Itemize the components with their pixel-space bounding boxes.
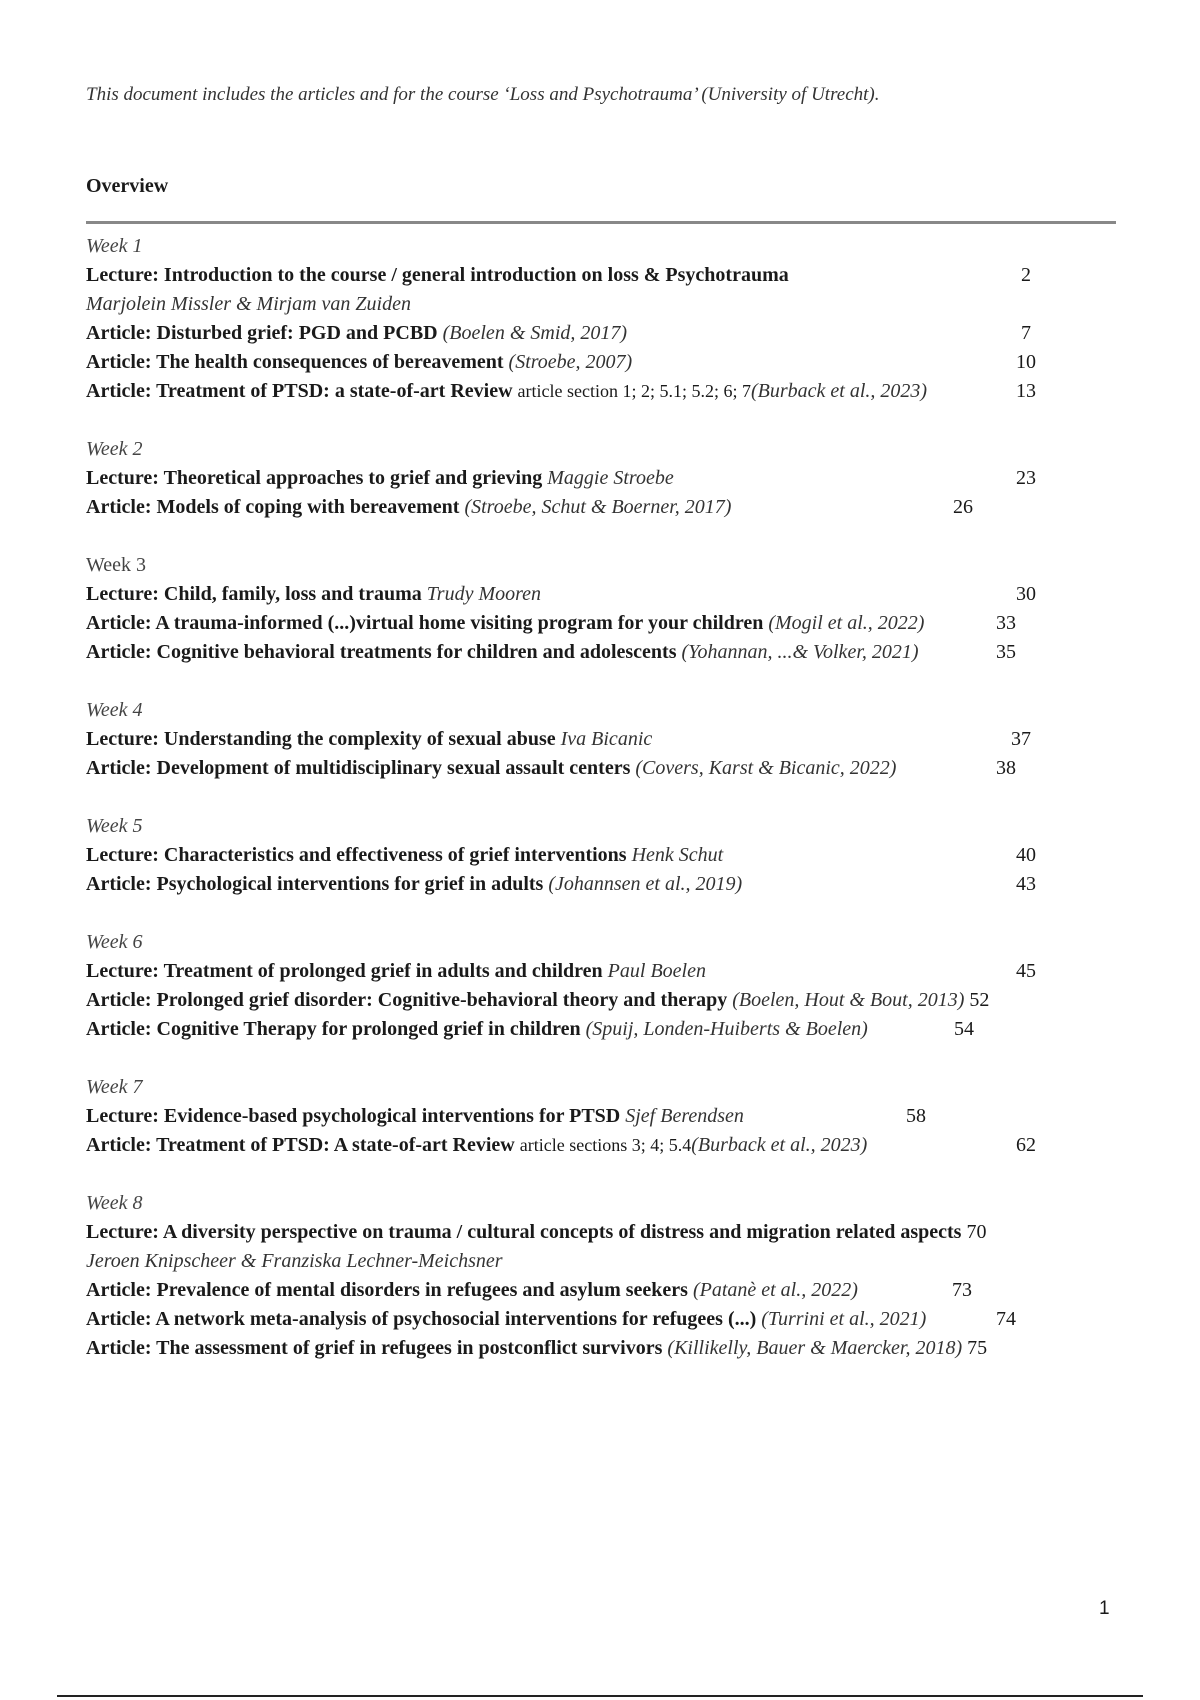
citation: (Spuij, Londen-Huiberts & Boelen) [585, 1018, 868, 1040]
article-entry [86, 754, 1126, 783]
lecture-entry [86, 957, 1126, 986]
entry-title: Lecture: Characteristics and effectiveness of grief interventions [86, 844, 627, 866]
week-label: Week 4 [86, 699, 143, 721]
table-of-contents [86, 232, 1126, 1363]
article-entry [86, 638, 1126, 667]
page-ref: 37 [1011, 728, 1031, 750]
page-ref: 54 [954, 1018, 974, 1040]
page-ref: 70 [966, 1221, 987, 1243]
entry-title: Article: A network meta-analysis of psychosocial interventions for refugees (...) [86, 1308, 757, 1330]
citation: (Johannsen et al., 2019) [548, 873, 743, 895]
page-ref: 35 [996, 641, 1016, 663]
entry-title: Lecture: A diversity perspective on trauma / cultural concepts of distress and migration related aspects [86, 1221, 962, 1243]
entry-title: Article: The health consequences of bereavement [86, 351, 504, 373]
page-ref: 23 [1016, 467, 1036, 489]
footer-divider [57, 1695, 1143, 1697]
article-entry [86, 870, 1126, 899]
page-ref: 30 [1016, 583, 1036, 605]
page-ref: 58 [906, 1105, 926, 1127]
page-ref: 26 [953, 496, 973, 518]
page-ref: 74 [996, 1308, 1016, 1330]
week-section [86, 928, 1126, 1044]
page-ref: 38 [996, 757, 1016, 779]
article-entry [86, 1131, 1126, 1160]
entry-title: Lecture: Theoretical approaches to grief and grieving [86, 467, 543, 489]
entry-title: Lecture: Treatment of prolonged grief in adults and children [86, 960, 603, 982]
page-ref: 10 [1016, 351, 1036, 373]
citation: (Stroebe, Schut & Boerner, 2017) [464, 496, 732, 518]
author-names: Marjolein Missler & Mirjam van Zuiden [86, 293, 411, 315]
entry-title: Article: A trauma-informed (...)virtual home visiting program for your children [86, 612, 764, 634]
entry-title: Article: Treatment of PTSD: A state-of-art Review [86, 1134, 515, 1156]
citation: (Burback et al., 2023) [691, 1134, 868, 1156]
citation: (Burback et al., 2023) [750, 380, 928, 402]
lecturer-name: Maggie Stroebe [547, 467, 674, 489]
week-section [86, 232, 1126, 406]
section-note: article sections 3; 4; 5.4 [519, 1135, 692, 1155]
entry-title: Lecture: Evidence-based psychological interventions for PTSD [86, 1105, 621, 1127]
week-label: Week 8 [86, 1192, 143, 1214]
week-section [86, 551, 1126, 667]
entry-title: Lecture: Understanding the complexity of sexual abuse [86, 728, 556, 750]
article-entry [86, 319, 1126, 348]
page-ref: 75 [967, 1337, 988, 1359]
week-section [86, 1189, 1126, 1363]
entry-title: Article: Models of coping with bereavement [86, 496, 460, 518]
lecturer-name: Henk Schut [631, 844, 724, 866]
page-ref: 62 [1016, 1134, 1036, 1156]
entry-title: Article: Development of multidisciplinary sexual assault centers [86, 757, 631, 779]
citation: (Boelen & Smid, 2017) [442, 322, 628, 344]
week-label: Week 7 [86, 1076, 143, 1098]
lecture-entry [86, 580, 1126, 609]
week-label: Week 6 [86, 931, 143, 953]
article-entry [86, 1305, 1126, 1334]
authors-line [86, 1247, 1126, 1276]
week-section [86, 435, 1126, 522]
citation: (Patanè et al., 2022) [692, 1279, 858, 1301]
article-entry [86, 493, 1126, 522]
page-ref: 45 [1016, 960, 1036, 982]
page-ref: 40 [1016, 844, 1036, 866]
intro-note: This document includes the articles and for the course ‘Loss and Psychotrauma’ (University of Utrecht). [86, 84, 880, 105]
entry-title: Lecture: Child, family, loss and trauma [86, 583, 422, 605]
week-label: Week 1 [86, 235, 143, 257]
citation: (Killikelly, Bauer & Maercker, 2018) [667, 1337, 963, 1359]
article-entry [86, 1276, 1126, 1305]
overview-heading: Overview [86, 175, 169, 197]
lecture-entry [86, 1102, 1126, 1131]
entry-title: Lecture: Introduction to the course / general introduction on loss & Psychotrauma [86, 264, 789, 286]
entry-title: Article: Disturbed grief: PGD and PCBD [86, 322, 438, 344]
week-section [86, 812, 1126, 899]
lecturer-name: Sjef Berendsen [625, 1105, 744, 1127]
citation: (Covers, Karst & Bicanic, 2022) [635, 757, 897, 779]
entry-title: Article: Cognitive Therapy for prolonged grief in children [86, 1018, 581, 1040]
week-label: Week 5 [86, 815, 143, 837]
week-section [86, 1073, 1126, 1160]
entry-title: Article: The assessment of grief in refugees in postconflict survivors [86, 1337, 663, 1359]
page-ref: 52 [969, 989, 990, 1011]
article-entry [86, 377, 1126, 406]
citation: (Boelen, Hout & Bout, 2013) [732, 989, 965, 1011]
overview-divider [86, 221, 1116, 224]
lecture-entry [86, 261, 1126, 290]
lecturer-name: Trudy Mooren [426, 583, 542, 605]
entry-title: Article: Psychological interventions for grief in adults [86, 873, 544, 895]
entry-title: Article: Treatment of PTSD: a state-of-art Review [86, 380, 513, 402]
entry-title: Article: Prolonged grief disorder: Cognitive-behavioral theory and therapy [86, 989, 728, 1011]
page-ref: 7 [1021, 322, 1031, 344]
article-entry [86, 986, 1126, 1015]
page-ref: 43 [1016, 873, 1036, 895]
page-ref: 33 [996, 612, 1016, 634]
lecture-entry [86, 1218, 1126, 1247]
article-entry [86, 1015, 1126, 1044]
page-number: 1 [1099, 1598, 1110, 1619]
author-names: Jeroen Knipscheer & Franziska Lechner-Meichsner [86, 1250, 503, 1272]
page-ref: 73 [952, 1279, 972, 1301]
citation: (Yohannan, ...& Volker, 2021) [681, 641, 919, 663]
citation: (Turrini et al., 2021) [761, 1308, 927, 1330]
article-entry [86, 1334, 1126, 1363]
entry-title: Article: Prevalence of mental disorders in refugees and asylum seekers [86, 1279, 688, 1301]
lecture-entry [86, 464, 1126, 493]
citation: (Mogil et al., 2022) [768, 612, 925, 634]
page-ref: 13 [1016, 380, 1036, 402]
page-ref: 2 [1021, 264, 1031, 286]
article-entry [86, 348, 1126, 377]
entry-title: Article: Cognitive behavioral treatments for children and adolescents [86, 641, 677, 663]
week-label: Week 2 [86, 438, 143, 460]
citation: (Stroebe, 2007) [508, 351, 633, 373]
lecture-entry [86, 841, 1126, 870]
authors-line [86, 290, 1126, 319]
section-note: article section 1; 2; 5.1; 5.2; 6; 7 [517, 381, 751, 401]
article-entry [86, 609, 1126, 638]
lecturer-name: Paul Boelen [607, 960, 706, 982]
week-section [86, 696, 1126, 783]
week-label: Week 3 [86, 554, 147, 576]
lecturer-name: Iva Bicanic [560, 728, 653, 750]
lecture-entry [86, 725, 1126, 754]
